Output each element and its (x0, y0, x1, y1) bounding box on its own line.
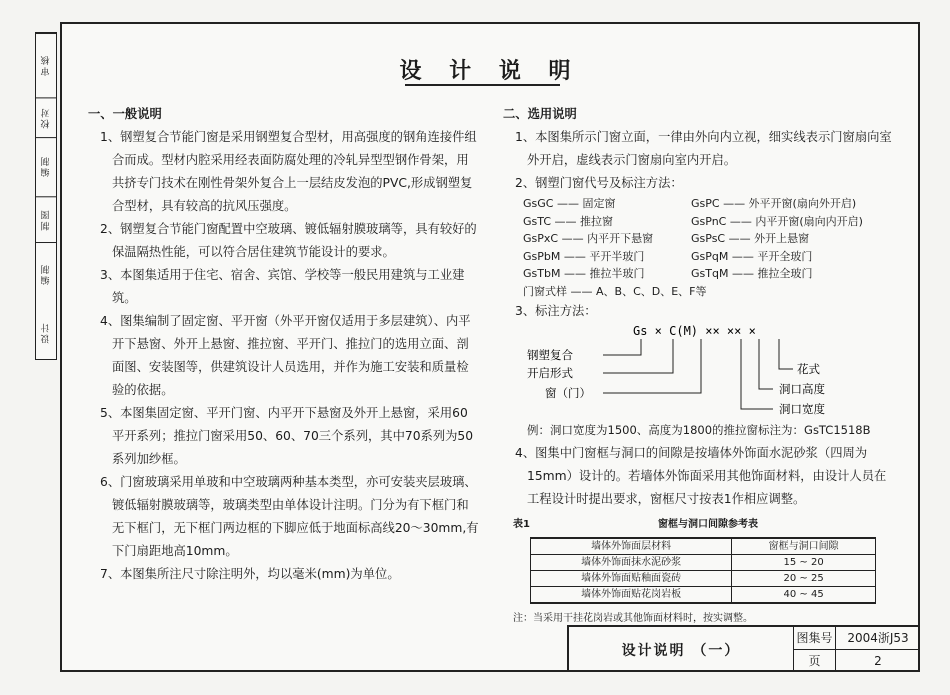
page-label: 页 (794, 650, 836, 673)
selection-heading: 二、选用说明 (503, 107, 577, 121)
sidebar-drawing: 制图 (36, 196, 56, 242)
example-line: 例：洞口宽度为1500、高度为1800的推拉窗标注为：GsTC1518B (527, 423, 871, 437)
right-label-height: 洞口高度 (779, 382, 825, 396)
table-cell: 20 ~ 25 (732, 571, 876, 587)
sidebar-compile-2: 编制 (36, 242, 56, 306)
code-row (523, 265, 898, 283)
selection-item-2: 2、钢塑门窗代号及标注方法： (515, 176, 683, 190)
general-item-2: 2、钢塑复合节能门窗配置中空玻璃、镀低辐射膜玻璃等，具有较好的保温隔热性能，可以符合居住建筑节能设计的要求。 (100, 222, 477, 259)
code-list (523, 195, 898, 300)
page-title: 设 计 说 明 (399, 59, 581, 84)
code-entry: GsPsC —— 外开上悬窗 (691, 232, 810, 245)
code-entry: GsPxC —— 内平开下悬窗 (523, 232, 654, 245)
code-entry: GsTbM —— 推拉半玻门 (523, 267, 645, 280)
title-block (567, 625, 920, 672)
table-cell: 40 ~ 45 (732, 587, 876, 604)
sidebar-proofread: 校对 (36, 97, 56, 137)
approval-sidebar (35, 32, 57, 360)
code-entry: GsPbM —— 平开半玻门 (523, 249, 645, 263)
title-block-grid (794, 627, 920, 672)
general-item-5: 5、本图集固定窗、平开门窗、内平开下悬窗及外开上悬窗，采用60平开系列；推拉门窗采用50、60、70三个系列，其中70系列为50系列加纱框。 (100, 406, 474, 466)
table-header-row (531, 538, 876, 555)
code-row (523, 230, 898, 248)
table-cell: 15 ~ 20 (732, 555, 876, 571)
table-cell: 墙体外饰面贴花岗岩板 (531, 587, 732, 604)
general-section (88, 103, 480, 586)
notation-diagram (523, 323, 898, 419)
general-item-1: 1、钢塑复合节能门窗是采用钢塑复合型材，用高强度的钢角连接件组合而成。型材内腔采用经表面防腐处理的冷轧异型型钢作骨架，用共挤专门技术在刚性骨架外复合上一层结皮发泡的PVC,形成钢塑复合型材，具有较高的抗风压强度。 (100, 130, 477, 213)
table-header: 窗框与洞口间隙 (732, 538, 876, 555)
code-row (523, 195, 898, 213)
table-caption-row (513, 513, 898, 536)
selection-item-1: 1、本图集所示门窗立面，一律由外向内立视，细实线表示门窗扇向室外开启，虚线表示门窗扇向室内开启。 (515, 130, 892, 167)
code-entry: GsPC —— 外平开窗(扇向外开启) (691, 197, 857, 210)
code-entry: GsGC —— 固定窗 (523, 197, 616, 210)
style-line: 门窗式样 —— A、B、C、D、E、F等 (523, 284, 707, 298)
general-item-3: 3、本图集适用于住宅、宿舍、宾馆、学校等一般民用建筑与工业建筑。 (100, 268, 465, 305)
table-note: 注：当采用干挂花岗岩或其他饰面材料时，按实调整。 (513, 613, 753, 624)
general-item-6: 6、门窗玻璃采用单玻和中空玻璃两种基本类型，亦可安装夹层玻璃、镀低辐射膜玻璃等，玻璃类型由单体设计注明。门分为有下框门和无下框门，无下框门两边框的下脚应低于地面标高线20～30mm,有下门扇距地高10mm。 (100, 475, 479, 558)
sidebar-review: 审核 (36, 33, 56, 97)
selection-section (503, 103, 898, 630)
table-header: 墙体外饰面层材料 (531, 538, 732, 555)
table-row (531, 571, 876, 587)
left-label-opening: 开启形式 (527, 366, 573, 380)
table-caption: 窗框与洞口间隙参考表 (658, 519, 758, 530)
atlas-number: 2004浙J53 (836, 627, 920, 650)
general-item-4: 4、图集编制了固定窗、平开窗（外平开窗仅适用于多层建筑）、内平开下悬窗、外开上悬窗、推拉窗、平开门、推拉门的选用立面、剖面图、安装图等，供建筑设计人员选用，并作为施工安装和质量检验的依据。 (100, 314, 471, 397)
right-label-pattern: 花式 (797, 362, 820, 376)
code-entry: GsTqM —— 推拉全玻门 (691, 267, 813, 280)
sheet-name: 设计说明 （一） (569, 627, 794, 672)
gap-reference-table (530, 537, 876, 604)
selection-item-4: 4、图集中门窗框与洞口的间隙是按墙体外饰面水泥砂浆（四周为15mm）设计的。若墙体外饰面采用其他饰面材料，由设计人员在工程设计时提出要求，窗框尺寸按表1作相应调整。 (515, 446, 887, 506)
notation-leaders (523, 323, 883, 419)
table-number: 表1 (513, 519, 530, 530)
table-row (531, 587, 876, 604)
left-label-window-door: 窗（门） (545, 386, 591, 400)
general-item-7: 7、本图集所注尺寸除注明外，均以毫米(mm)为单位。 (100, 567, 400, 581)
table-row (531, 555, 876, 571)
page-number: 2 (874, 653, 882, 668)
code-entry: GsTC —— 推拉窗 (523, 214, 614, 228)
code-row (523, 248, 898, 266)
table-cell: 墙体外饰面抹水泥砂浆 (531, 555, 732, 571)
sidebar-compile-1: 编制 (36, 137, 56, 195)
code-entry: GsPqM —— 平开全玻门 (691, 249, 813, 263)
title-underline (405, 84, 560, 86)
left-label-composite: 钢塑复合 (527, 348, 573, 362)
selection-item-3: 3、标注方法： (515, 304, 597, 318)
code-row (523, 213, 898, 231)
atlas-label: 图集号 (794, 627, 836, 650)
notation-formula: Gs × C(M) ×× ×× × (633, 324, 756, 338)
sidebar-design: 设计 (41, 321, 52, 344)
table-cell: 墙体外饰面贴釉面瓷砖 (531, 571, 732, 587)
code-entry: GsPnC —— 内平开窗(扇向内开启) (691, 214, 863, 228)
general-heading: 一、一般说明 (88, 107, 162, 121)
right-label-width: 洞口宽度 (779, 402, 825, 416)
